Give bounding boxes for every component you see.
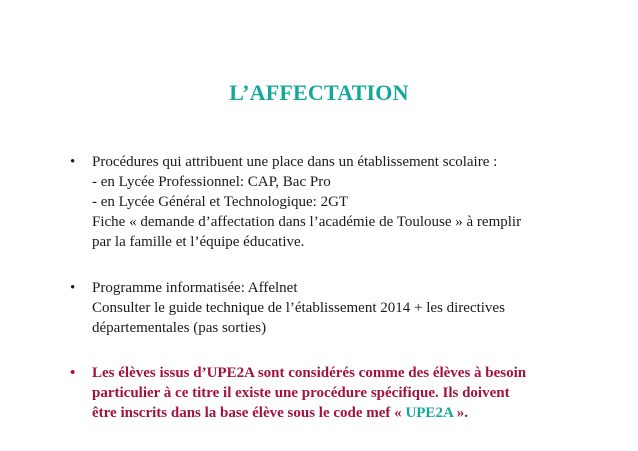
bullet-line-suffix: ». [452,405,468,421]
bullet-line: départementales (pas sorties) [92,320,267,336]
slide-title: L’AFFECTATION [229,80,409,105]
bullet-line-last [92,403,592,423]
bullet-line-text: être inscrits dans la base élève sous le code mef « [92,405,406,421]
bullet-line: par la famille et l’équipe éducative. [92,234,305,250]
bullet-dot-icon: • [70,365,76,381]
bullet-line: - en Lycée Général et Technologique: 2GT [92,194,349,210]
mef-code: UPE2A [405,405,453,421]
bullet-line: Procédures qui attribuent une place dans un établissement scolaire : [92,154,498,170]
bullet-line: Les élèves issus d’UPE2A sont considérés comme des élèves à besoin [92,365,527,381]
bullet-line: Programme informatisée: Affelnet [92,280,298,296]
bullet-line: - en Lycée Professionnel: CAP, Bac Pro [92,174,331,190]
bullet-line: particulier à ce titre il existe une procédure spécifique. Ils doivent [92,385,510,401]
bullet-line: Consulter le guide technique de l’établissement 2014 + les directives [92,300,505,316]
bullet-procedures [70,152,592,252]
bullet-programme [70,278,592,338]
bullet-upe2a [70,363,592,423]
bullet-dot-icon: • [70,154,76,170]
bullet-line: Fiche « demande d’affectation dans l’académie de Toulouse » à remplir [92,214,522,230]
bullet-dot-icon: • [70,280,76,296]
